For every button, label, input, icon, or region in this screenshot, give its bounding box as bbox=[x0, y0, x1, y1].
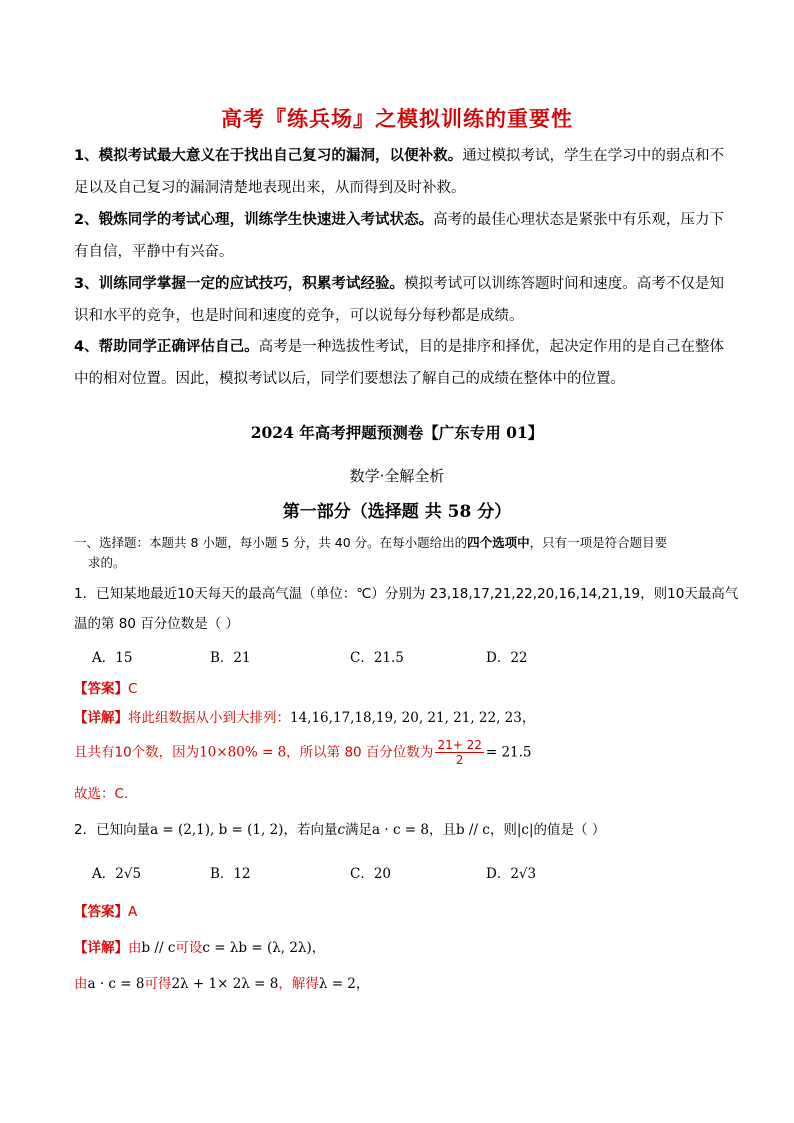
q2-stem-g: 的值是（ ） bbox=[533, 822, 606, 838]
q1-detail-2a: 且共有10个数，因为 bbox=[74, 744, 200, 761]
q2-detail-label: 【详解】 bbox=[74, 940, 128, 956]
intro-paragraph-1 bbox=[74, 140, 724, 204]
q2-option-b: B．12 bbox=[210, 866, 251, 882]
q1-fraction bbox=[435, 738, 483, 767]
page-title: 高考『练兵场』之模拟训练的重要性 bbox=[221, 107, 573, 131]
q2-detail-1-parallel: b // c bbox=[141, 940, 176, 956]
q1-option-c: C．21.5 bbox=[350, 650, 404, 666]
q1-fraction-numerator: 21+ 22 bbox=[437, 738, 482, 752]
q2-stem-dot: a · c = 8 bbox=[372, 822, 429, 838]
q1-option-a: A．15 bbox=[92, 650, 133, 666]
q1-detail-2d: = 21.5 bbox=[485, 744, 532, 761]
q1-fraction-denominator: 2 bbox=[455, 753, 464, 767]
exam-part-heading: 第一部分（选择题 共 58 分） bbox=[282, 502, 512, 522]
q2-detail-line1 bbox=[74, 936, 325, 956]
q2-detail-2-lambda: λ = 2 bbox=[318, 976, 356, 992]
q2-detail-1-c-def: c = λb = (λ, 2λ) bbox=[202, 940, 312, 956]
intro-2-text: 高考的最佳心理状态是紧张中有乐观，压力下有自信，平静中有兴奋。 bbox=[74, 212, 724, 260]
q2-stem-f: ，则 bbox=[489, 822, 517, 838]
q1-conclusion: 故选：C. bbox=[74, 786, 129, 802]
section-intro-b: 四个选项中 bbox=[467, 535, 530, 550]
q2-stem-c-vector: c bbox=[337, 822, 346, 838]
q2-detail-line2 bbox=[74, 972, 369, 992]
intro-1-text: 通过模拟考试，学生在学习中的弱点和不足以及自己复习的漏洞清楚地表现出来，从而得到及时补救。 bbox=[74, 148, 725, 196]
exam-title: 2024 年高考押题预测卷【广东专用 01】 bbox=[250, 423, 544, 442]
q2-stem-norm: |c| bbox=[516, 822, 534, 838]
q1-answer bbox=[74, 677, 137, 697]
intro-4-bold: 4、帮助同学正确评估自己。 bbox=[74, 339, 259, 355]
q1-option-d: D．22 bbox=[486, 650, 528, 666]
q2-answer bbox=[74, 900, 137, 920]
intro-3-bold: 3、训练同学掌握一定的应试技巧，积累考试经验。 bbox=[74, 276, 405, 292]
intro-1-bold: 1、模拟考试最大意义在于找出自己复习的漏洞，以便补救。 bbox=[74, 148, 463, 164]
q2-detail-2a: 由 bbox=[74, 976, 88, 992]
q2-detail-2c: ，解得 bbox=[278, 976, 319, 992]
intro-3-text: 模拟考试可以训练答题时间和速度。高考不仅是知识和水平的竞争，也是时间和速度的竞争，可以说每分每秒都是成绩。 bbox=[74, 276, 725, 324]
q2-detail-2d: ， bbox=[355, 976, 370, 992]
q2-detail-1a: 由 bbox=[128, 940, 142, 956]
q2-stem bbox=[74, 818, 605, 838]
q1-detail-2b: 10×80% = 8 bbox=[199, 744, 287, 761]
q1-sorted-data: 14,16,17,18,19, 20, 21, 21, 22, 23， bbox=[290, 710, 536, 726]
q2-stem-b: ，若向量 bbox=[283, 822, 338, 838]
section-intro-a: 一、选择题：本题共 8 小题，每小题 5 分，共 40 分。在每小题给出的 bbox=[74, 535, 468, 550]
q1-detail-label: 【详解】 bbox=[74, 710, 128, 726]
q1-detail-line1 bbox=[74, 706, 535, 726]
q1-answer-label: 【答案】 bbox=[74, 681, 128, 697]
q1-detail-text: 将此组数据从小到大排列： bbox=[128, 710, 290, 726]
q2-detail-1b: 可设 bbox=[175, 940, 203, 956]
intro-4-text: 高考是一种选拔性考试，目的是排序和择优，起决定作用的是自己在整体中的相对位置。因此，模拟考试以后，同学们要想法了解自己的成绩在整体中的位置。 bbox=[74, 339, 724, 387]
section-intro-c: ，只有一项是符合题目要 bbox=[529, 535, 668, 550]
q2-detail-1c: ， bbox=[311, 940, 326, 956]
q2-detail-2-equation: 2λ + 1× 2λ = 8 bbox=[171, 976, 279, 992]
intro-paragraph-4 bbox=[74, 331, 724, 395]
q1-stem-line1: 1．已知某地最近10天每天的最高气温（单位：℃）分别为 23,18,17,21,22,20,16,14,21,19，则10天最高气 bbox=[74, 586, 739, 602]
q2-stem-parallel: b // c bbox=[455, 822, 490, 838]
q1-option-b: B．21 bbox=[210, 650, 251, 666]
exam-subtitle: 数学·全解全析 bbox=[349, 467, 445, 485]
q2-answer-value: A bbox=[128, 904, 138, 920]
section-intro-line1 bbox=[74, 533, 667, 551]
q1-detail-line2 bbox=[74, 738, 532, 767]
q2-detail-2b: 可得 bbox=[144, 976, 172, 992]
q2-option-d: D．2√3 bbox=[486, 866, 537, 882]
intro-paragraph-2 bbox=[74, 204, 724, 268]
intro-2-bold: 2、锻炼同学的考试心理，训练学生快速进入考试状态。 bbox=[74, 212, 434, 228]
q2-stem-vectors: a = (2,1), b = (1, 2) bbox=[150, 822, 284, 838]
q2-option-a: A．2√5 bbox=[92, 866, 142, 882]
q2-stem-a: 2．已知向量 bbox=[74, 822, 151, 838]
q2-stem-e: ，且 bbox=[428, 822, 456, 838]
q2-option-c: C．20 bbox=[350, 866, 392, 882]
q1-answer-value: C bbox=[128, 681, 138, 697]
q1-detail-2c: ，所以第 80 百分位数为 bbox=[286, 744, 434, 761]
section-intro-line2: 求的。 bbox=[88, 555, 126, 570]
q2-answer-label: 【答案】 bbox=[74, 904, 128, 920]
q1-stem-line2: 温的第 80 百分位数是（ ） bbox=[74, 616, 240, 632]
intro-paragraph-3 bbox=[74, 268, 724, 332]
q2-stem-d: 满足 bbox=[345, 822, 373, 838]
q2-detail-2-dot: a · c = 8 bbox=[87, 976, 145, 992]
